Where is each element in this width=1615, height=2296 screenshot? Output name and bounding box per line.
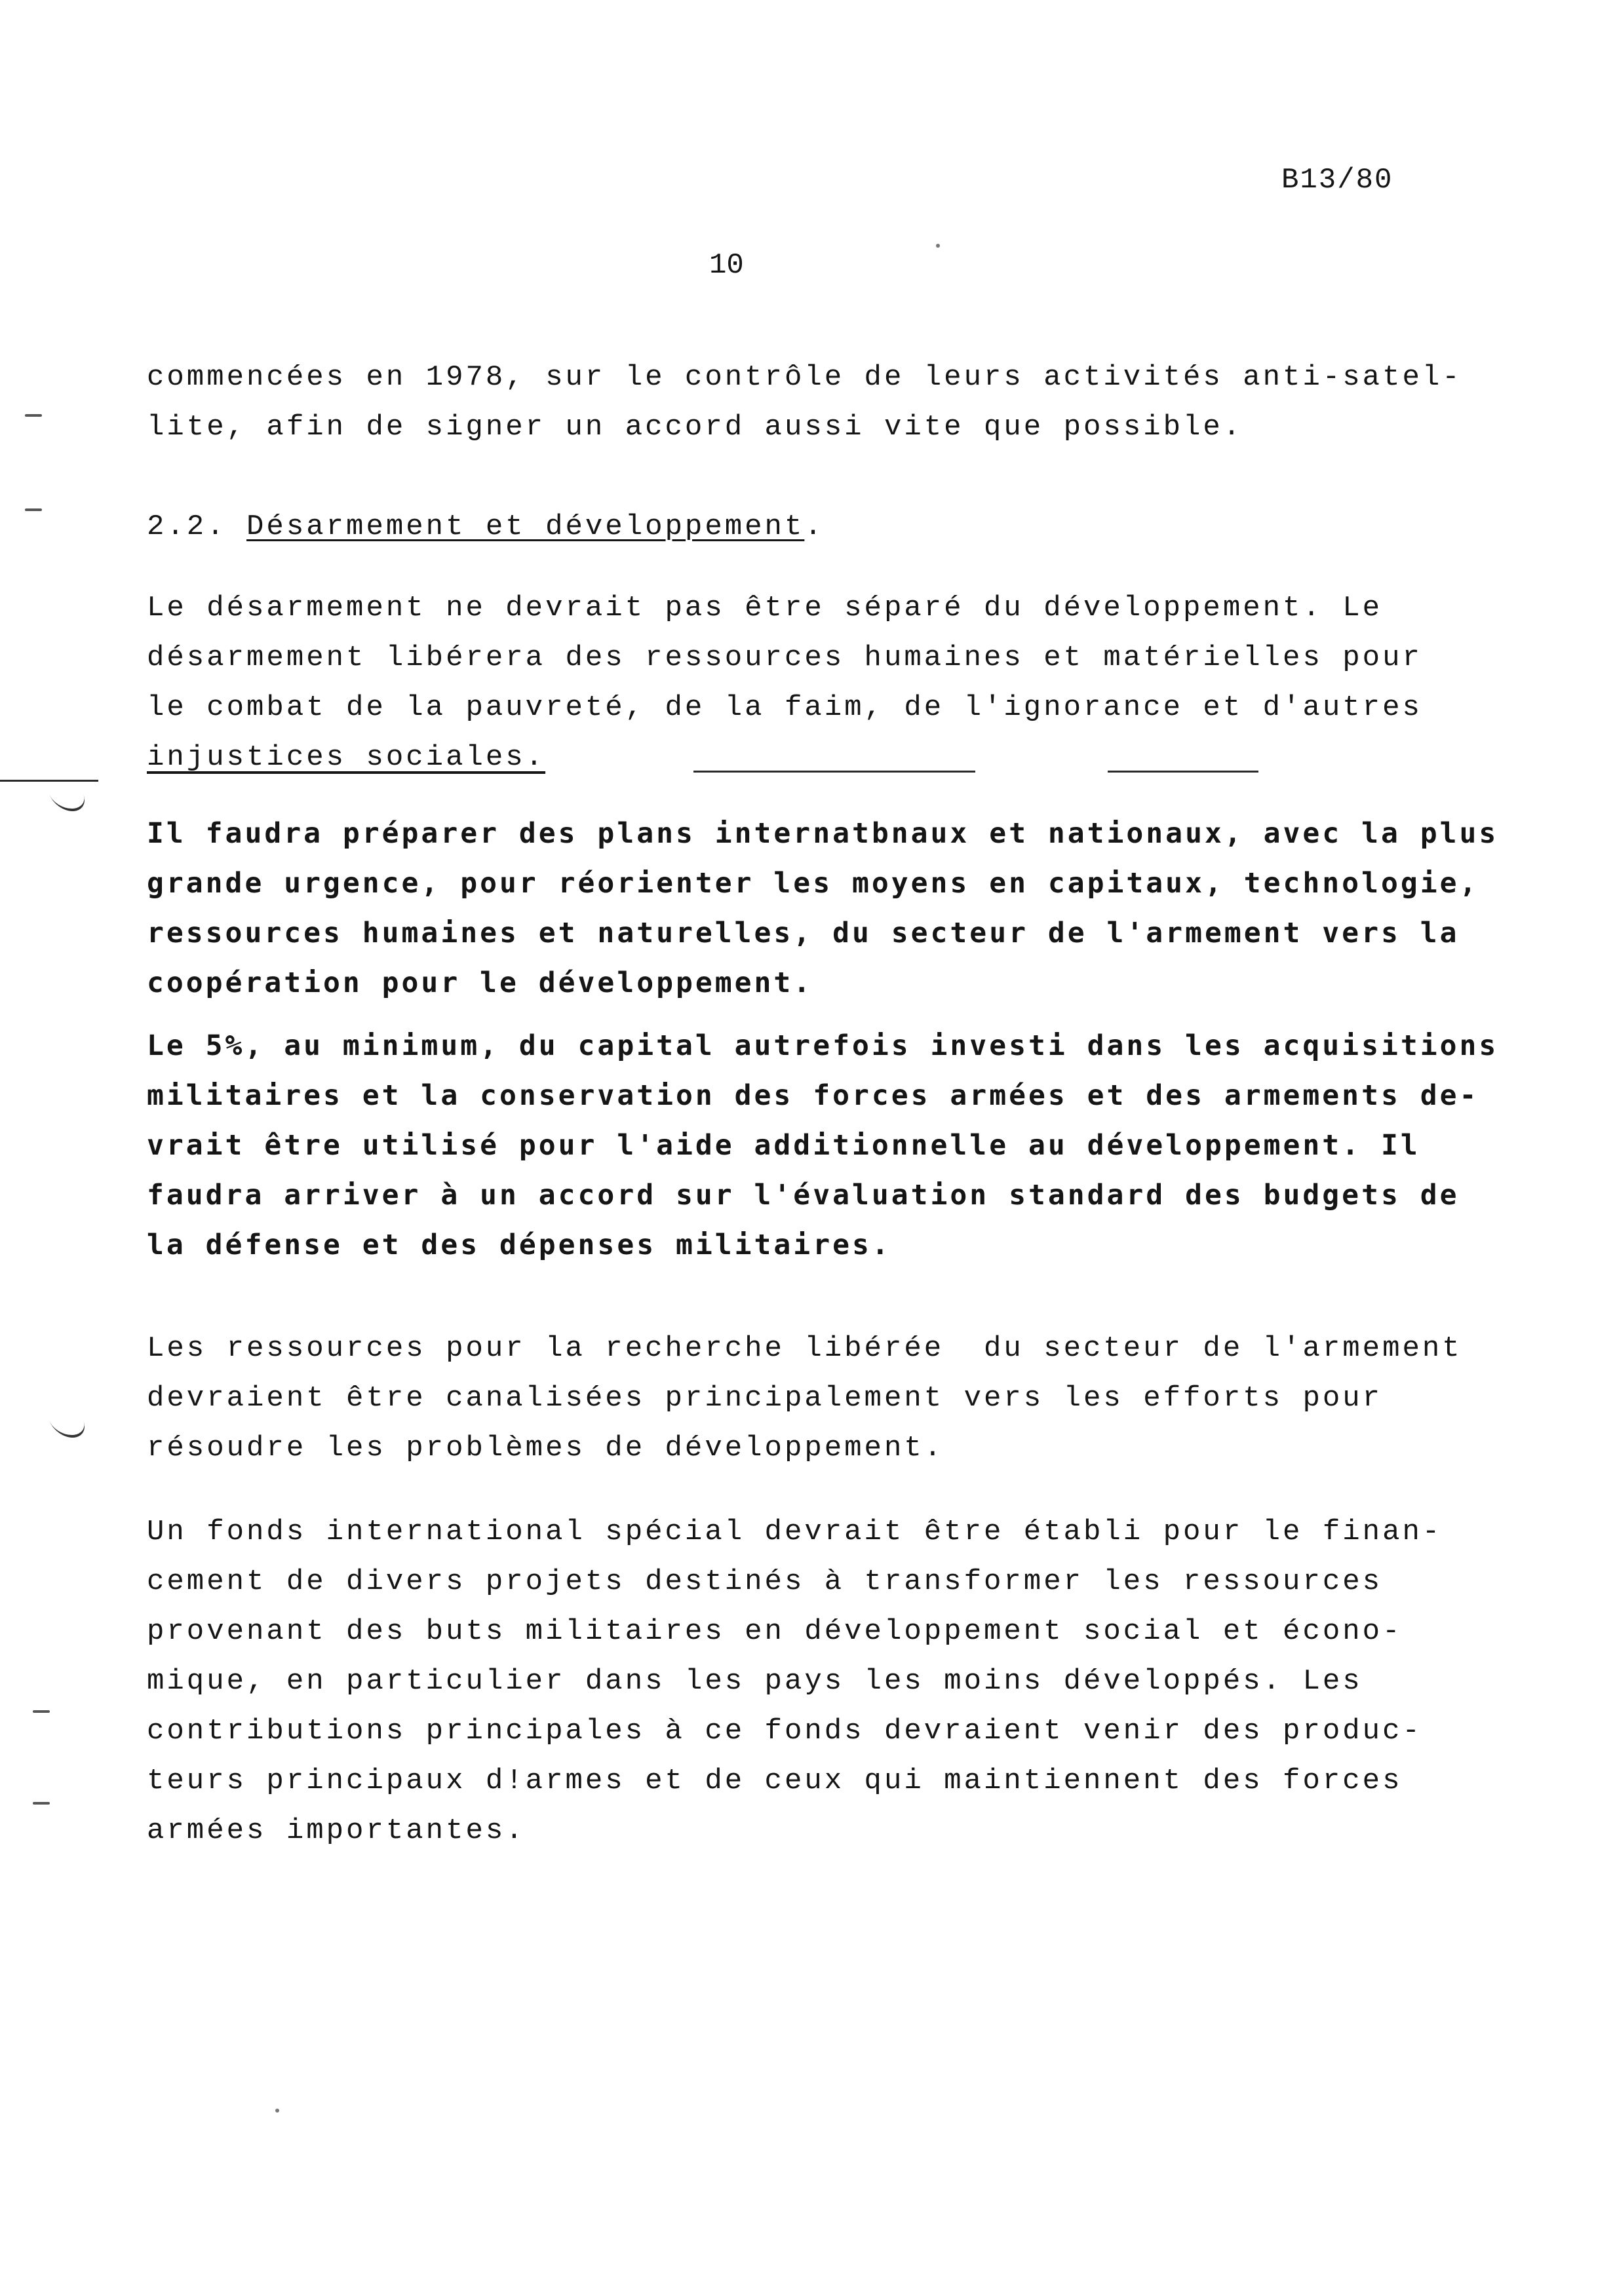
margin-mark: [25, 414, 42, 417]
margin-bracket: [49, 794, 89, 811]
page-number: 10: [709, 249, 744, 282]
margin-mark: [33, 1710, 50, 1713]
text-line: le combat de la pauvreté, de la faim, de l'ignorance et d'autres: [147, 691, 1422, 724]
text-line: vrait être utilisé pour l'aide additionnelle au développement. Il: [147, 1129, 1420, 1162]
text-line: injustices sociales.: [147, 741, 546, 774]
text-line: Les ressources pour la recherche libérée du secteur de l'armement: [147, 1332, 1462, 1365]
scan-rule-right: [1108, 771, 1258, 773]
text-line: militaires et la conservation des forces armées et des armements de-: [147, 1079, 1479, 1112]
scan-rule-left: [0, 780, 98, 782]
text-line: coopération pour le développement.: [147, 966, 813, 999]
scan-speck: [936, 244, 940, 248]
margin-mark: [25, 508, 42, 511]
text-line: armées importantes.: [147, 1814, 526, 1847]
scan-rule-middle: [693, 771, 975, 773]
section-number: 2.2.: [147, 510, 227, 543]
text-line: Il faudra préparer des plans internatbnaux et nationaux, avec la plus: [147, 817, 1499, 850]
text-line: cement de divers projets destinés à transformer les ressources: [147, 1565, 1383, 1598]
section-heading: [147, 502, 1510, 552]
paragraph-3: [147, 1021, 1510, 1270]
section-title: Désarmement et développement: [246, 510, 805, 543]
text-line: grande urgence, pour réorienter les moyens en capitaux, technologie,: [147, 867, 1479, 900]
text-line: teurs principaux d!armes et de ceux qui maintiennent des forces: [147, 1765, 1403, 1797]
text-line: faudra arriver à un accord sur l'évaluation standard des budgets de: [147, 1179, 1460, 1212]
text-line: Un fonds international spécial devrait être établi pour le finan-: [147, 1516, 1443, 1548]
text-line: désarmement libérera des ressources humaines et matérielles pour: [147, 641, 1422, 674]
margin-mark: [33, 1802, 50, 1805]
paragraph-4: [147, 1324, 1510, 1473]
text-line: ressources humaines et naturelles, du secteur de l'armement vers la: [147, 917, 1460, 949]
text-line: Le 5%, au minimum, du capital autrefois investi dans les acquisitions: [147, 1029, 1499, 1062]
text-line: devraient être canalisées principalement vers les efforts pour: [147, 1382, 1383, 1415]
text-line: Le désarmement ne devrait pas être séparé du développement. Le: [147, 592, 1383, 624]
paragraph-2: [147, 809, 1510, 1008]
text-line: résoudre les problèmes de développement.: [147, 1432, 944, 1464]
text-line: mique, en particulier dans les pays les moins développés. Les: [147, 1665, 1363, 1698]
text-line: lite, afin de signer un accord aussi vite que possible.: [147, 411, 1243, 444]
intro-paragraph: [147, 353, 1510, 452]
text-line: commencées en 1978, sur le contrôle de leurs activités anti-satel-: [147, 361, 1462, 394]
document-reference: B13/80: [1281, 164, 1393, 197]
text-line: contributions principales à ce fonds devraient venir des produc-: [147, 1715, 1422, 1748]
section-period: .: [804, 510, 825, 543]
paragraph-5: [147, 1507, 1510, 1856]
margin-bracket: [49, 1421, 89, 1438]
scan-speck: [275, 2109, 279, 2113]
paragraph-1: [147, 583, 1510, 782]
text-line: la défense et des dépenses militaires.: [147, 1229, 891, 1261]
text-line: provenant des buts militaires en développement social et écono-: [147, 1615, 1403, 1648]
